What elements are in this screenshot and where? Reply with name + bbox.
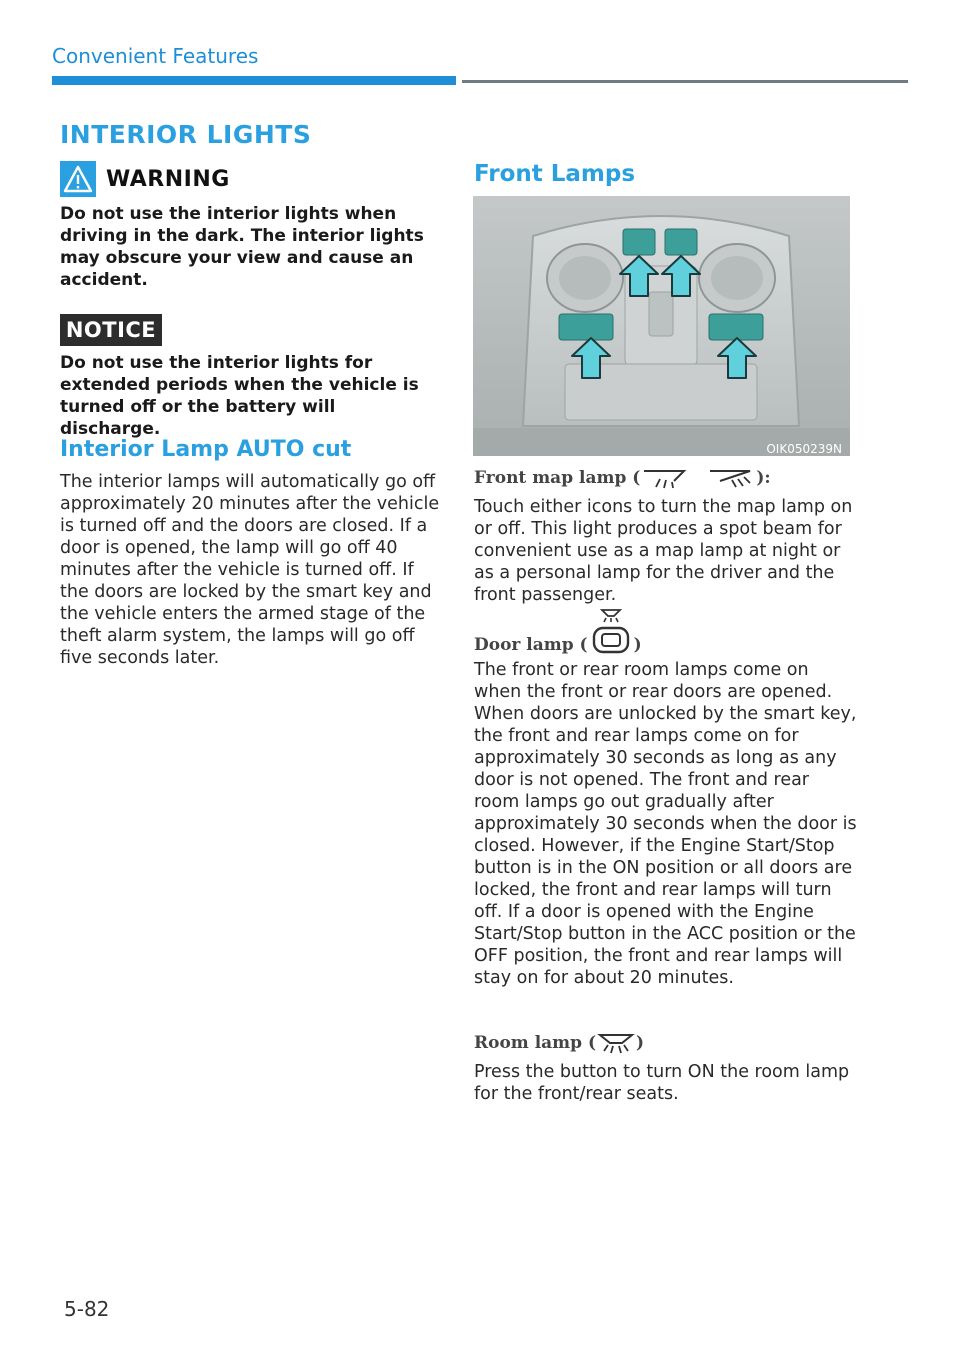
front-lamps-title: Front Lamps [474,161,636,187]
map-lamp-text: Touch either icons to turn the map lamp on or off. This light produces a spot beam for convenient use as a map lamp at night or as a personal lamp for the driver and the front passenger. [474,497,853,605]
door-lamp-icon [588,606,634,658]
warning-text: Do not use the interior lights when driving in the dark. The interior lights may obscure your view and cause an accident. [60,204,424,290]
notice-text: Do not use the interior lights for extended periods when the vehicle is turned off or the battery will discharge. [60,353,419,439]
warning-label: WARNING [106,166,230,192]
auto-cut-text: The interior lamps will automatically go off approximately 20 minutes after the vehicle is turned off and the doors are closed. If a door is opened, the lamp will go off 40 minutes after the vehicle is turned off. If the doors are locked by the smart key and the vehicle enters the armed stage of the theft alarm system, the lamps will go off five seconds later. [60,472,440,668]
auto-cut-title: Interior Lamp AUTO cut [60,437,352,462]
map-lamp-left-icon [640,467,690,489]
room-lamp-label: Room lamp ( [474,1033,597,1053]
map-lamp-label: Front map lamp ( [474,468,641,488]
door-lamp-text: The front or rear room lamps come on when the front or rear doors are opened. When doors are unlocked by the smart key, the front and rear lamps come on for approximately 30 seconds as long as any door is not opened. The front and rear room lamps go out gradually after approximately 30 seconds when the door is closed. However, if the Engine Start/Stop button is in the ON position or all doors are locked, the front and rear lamps will turn off. If a door is opened with the Engine Start/Stop button in the ACC position or the OFF position, the front and rear lamps will stay on for about 20 minutes. [474,660,857,988]
map-lamp-heading [474,467,771,489]
overhead-console-figure [473,196,850,456]
room-lamp-label-end: ) [636,1033,645,1053]
warning-heading [60,160,230,198]
overhead-console-illustration [473,196,850,456]
map-lamp-right-icon [706,467,756,489]
header-section-title: Convenient Features [52,44,259,68]
room-lamp-icon [596,1031,636,1055]
figure-code: OIK050239N [766,442,842,456]
room-lamp-text: Press the button to turn ON the room lamp for the front/rear seats. [474,1062,850,1104]
header-accent-bar [52,76,456,85]
page-number: 5-82 [64,1297,110,1321]
room-lamp-heading [474,1031,644,1055]
map-lamp-label-end: ): [756,468,771,488]
section-title: INTERIOR LIGHTS [60,120,312,149]
door-lamp-label-end: ) [633,635,642,655]
door-lamp-heading [474,606,642,658]
warning-triangle-icon [60,161,96,197]
door-lamp-label: Door lamp ( [474,635,588,655]
notice-label: NOTICE [60,314,162,346]
header-rule [462,80,908,83]
